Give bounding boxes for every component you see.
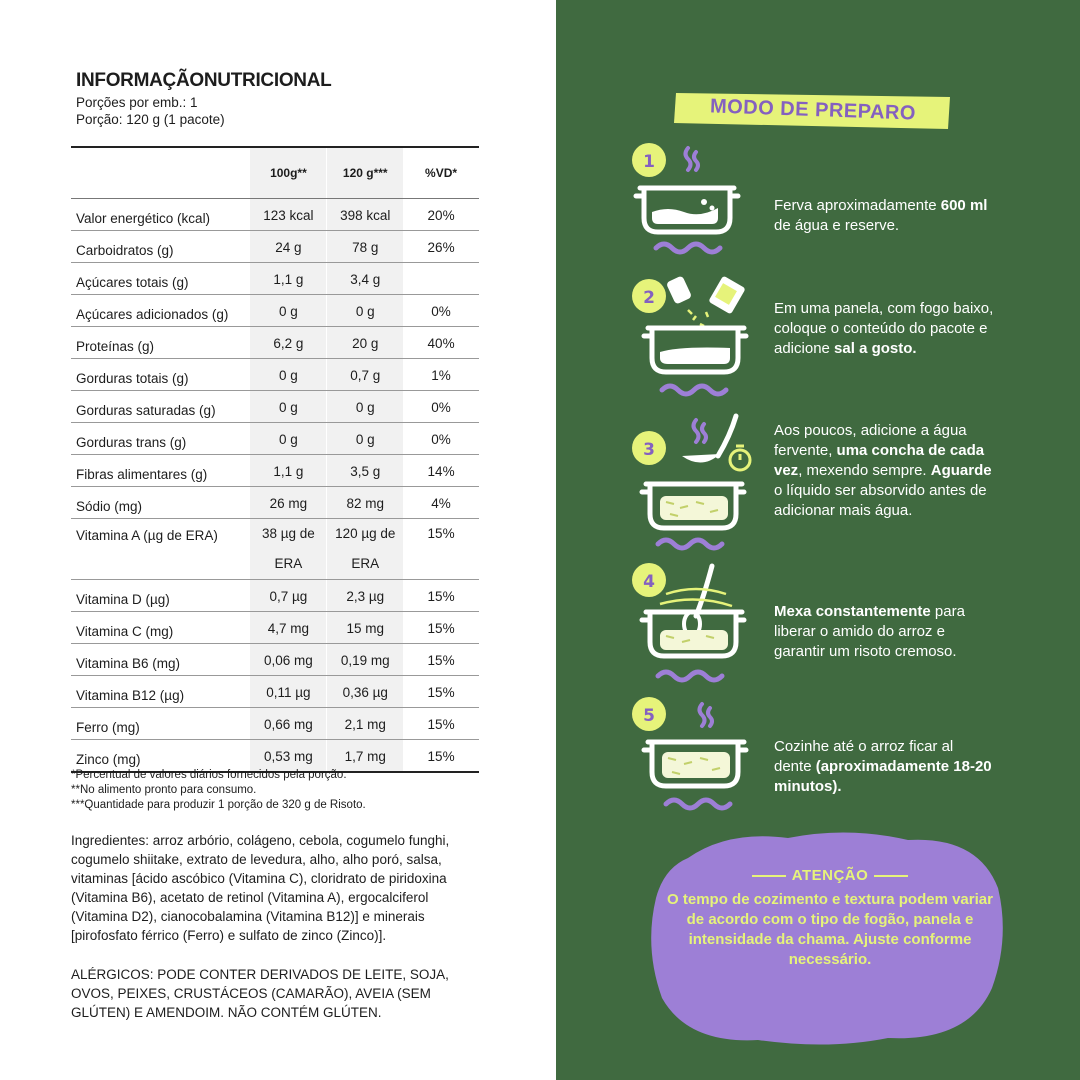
table-cell: 0,11 µg [250,676,326,708]
table-row [71,199,479,231]
table-row [71,231,479,263]
table-cell: 0 g [250,295,326,327]
table-cell: 15% [403,708,479,740]
table-row [71,423,479,455]
pot-spoon-stir-icon [626,560,766,686]
step-text-part: uma concha de cada vez [774,442,985,479]
table-cell: 3,4 g [327,263,403,295]
step-text [774,299,994,359]
table-cell: Gorduras saturadas (g) [71,391,250,423]
table-cell: 0,19 mg [327,644,403,676]
nutrition-table [71,146,479,773]
table-cell: 398 kcal [327,199,403,231]
step-text [774,737,994,797]
table-cell: 78 g [327,231,403,263]
col-header-vd: %VD* [403,147,479,199]
table-cell: Vitamina D (µg) [71,580,250,612]
table-cell: 1,7 mg [327,740,403,773]
table-row [71,708,479,740]
attention-header [660,866,1000,886]
table-cell: 24 g [250,231,326,263]
table-cell: Carboidratos (g) [71,231,250,263]
footnote: *Percentual de valores diários fornecidos pela porção. [71,769,347,781]
divider [874,875,908,877]
table-cell: 3,5 g [327,455,403,487]
table-cell: Fibras alimentares (g) [71,455,250,487]
servings-per-pack: Porções por emb.: 1 [76,95,198,110]
table-cell: Sódio (mg) [71,487,250,519]
table-cell: 120 µg de ERA [327,519,403,580]
table-cell: Açúcares totais (g) [71,263,250,295]
footnote: ***Quantidade para produzir 1 porção de 320 g de Risoto. [71,799,366,811]
label-header [71,147,250,199]
table-cell: Vitamina B12 (µg) [71,676,250,708]
step-text-part: de água e reserve. [774,217,900,234]
table-cell: 15% [403,676,479,708]
table-cell: 82 mg [327,487,403,519]
table-cell: 0 g [327,295,403,327]
step-text-part: , mexendo sempre. [798,462,931,479]
table-cell: 26% [403,231,479,263]
table-cell: 14% [403,455,479,487]
step-text [774,602,994,662]
table-cell: Vitamina A (µg de ERA) [71,519,250,580]
table-cell: 123 kcal [250,199,326,231]
table-cell: 4% [403,487,479,519]
table-cell: 1,1 g [250,455,326,487]
table-cell: Zinco (mg) [71,740,250,773]
attention-title: ATENÇÃO [791,867,869,884]
divider [752,875,786,877]
preparation-title: MODO DE PREPARO [709,94,917,125]
table-row [71,327,479,359]
table-row [71,455,479,487]
footnotes [71,768,366,813]
table-cell: Gorduras totais (g) [71,359,250,391]
table-cell: 38 µg de ERA [250,519,326,580]
allergens-text: ALÉRGICOS: PODE CONTER DERIVADOS DE LEITE, SOJA, OVOS, PEIXES, CRUSTÁCEOS (CAMARÃO), AVEIA (SEM GLÚTEN) E AMENDOIM. NÃO CONTÉM GLÚTEN. [71,967,449,1020]
step-text-part: Cozinhe até o arroz ficar al dente [774,738,954,775]
table-cell: 15% [403,644,479,676]
pot-salt-packet-icon [626,272,766,400]
table-cell: Vitamina C (mg) [71,612,250,644]
table-cell: 0,7 g [327,359,403,391]
step-text [774,196,994,236]
table-cell: 20% [403,199,479,231]
table-cell: 2,3 µg [327,580,403,612]
table-cell: Valor energético (kcal) [71,199,250,231]
table-cell: 15% [403,612,479,644]
step-text-part: Em uma panela, com fogo baixo, coloque o conteúdo do pacote e adicione [774,300,994,357]
table-cell: Açúcares adicionados (g) [71,295,250,327]
table-cell: Proteínas (g) [71,327,250,359]
table-cell: 0 g [250,423,326,455]
table-cell: 2,1 mg [327,708,403,740]
serving-size: Porção: 120 g (1 pacote) [76,112,225,127]
table-cell: 20 g [327,327,403,359]
table-row [71,612,479,644]
pot-rice-ready-icon [626,694,766,814]
table-cell: 15 mg [327,612,403,644]
ingredients-text: Ingredientes: arroz arbório, colágeno, cebola, cogumelo funghi, cogumelo shiitake, extrato de levedura, alho, alho poró, salsa, vitaminas [ácido ascóbico (Vitamina C), cloridrato de piridoxina (Vitamina B6), acetato de retinol (Vitamina A), ergocalciferol (Vitamina D2), cianocobalamina (Vitamina B12)] e minerais [pirofosfato férrico (Ferro) e sulfato de zinco (Zinco)]. [71,833,450,943]
footnote: **No alimento pronto para consumo. [71,784,257,796]
step-text-part: para liberar o amido do arroz e garantir um risoto cremoso. [774,603,965,660]
table-row [71,580,479,612]
step-text [774,421,994,521]
table-row [71,644,479,676]
attention-box [660,866,1000,970]
pot-ladle-timer-icon [626,408,766,552]
nutrition-title: INFORMAÇÃONUTRICIONAL [76,70,332,91]
table-cell: 0,7 µg [250,580,326,612]
table-row [71,295,479,327]
table-cell: 1% [403,359,479,391]
step-number: 2 [643,288,655,308]
table-cell: Gorduras trans (g) [71,423,250,455]
col-header-120g: 120 g*** [327,147,403,199]
step-text-part: Ferva aproximadamente [774,197,941,214]
pot-water-icon [626,140,746,265]
table-cell: 0 g [250,359,326,391]
step-text-part: Mexa constantemente [774,603,931,620]
table-cell: 0 g [250,391,326,423]
table-cell: 15% [403,740,479,773]
table-cell: 0% [403,391,479,423]
table-cell: 40% [403,327,479,359]
step-number: 4 [643,572,655,592]
step-text-part: o líquido ser absorvido antes de adicionar mais água. [774,482,987,519]
table-cell: 26 mg [250,487,326,519]
table-cell: 0,36 µg [327,676,403,708]
table-cell [403,263,479,295]
step-text-part: (aproximadamente 18-20 minutos). [774,758,992,795]
table-cell: 0 g [327,423,403,455]
table-cell: 0% [403,295,479,327]
table-row [71,391,479,423]
attention-text: O tempo de cozimento e textura podem variar de acordo com o tipo de fogão, panela e intensidade da chama. Ajuste conforme necessário. [667,891,993,968]
step-number: 5 [643,706,655,726]
table-cell: 0,66 mg [250,708,326,740]
table-cell: 4,7 mg [250,612,326,644]
col-header-100g: 100g** [250,147,326,199]
step-text-part: sal a gosto. [834,340,917,357]
table-cell: 0% [403,423,479,455]
table-cell: 15% [403,580,479,612]
table-cell: 0,06 mg [250,644,326,676]
table-cell: Vitamina B6 (mg) [71,644,250,676]
step-number: 3 [643,440,655,460]
table-cell: 1,1 g [250,263,326,295]
table-row [71,263,479,295]
step-text-part: Aguarde [930,462,992,479]
step-text-part: 600 ml [940,197,988,214]
table-cell: 0 g [327,391,403,423]
step-text-part: Aos poucos, adicione a água fervente, [774,422,967,459]
table-cell: Ferro (mg) [71,708,250,740]
step-number: 1 [643,152,655,172]
table-row [71,519,479,580]
table-cell: 15% [403,519,479,580]
table-cell: 0,53 mg [250,740,326,773]
table-cell: 6,2 g [250,327,326,359]
table-row [71,487,479,519]
table-row [71,359,479,391]
table-row [71,676,479,708]
